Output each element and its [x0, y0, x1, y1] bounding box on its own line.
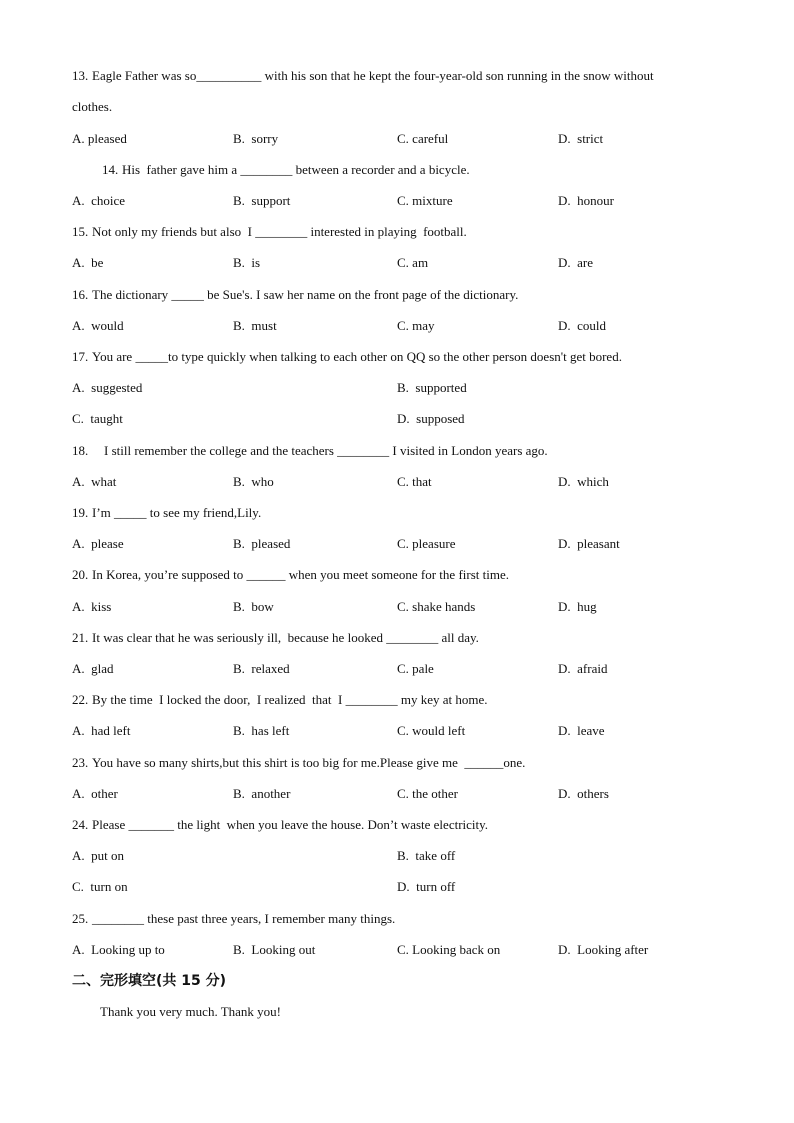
question-number: 24. [72, 817, 89, 832]
option-d: D. leave [558, 723, 605, 738]
option-a: A. be [72, 255, 104, 270]
question-text: ________ these past three years, I remember many things. [92, 911, 396, 926]
option-d: D. others [558, 786, 609, 801]
option-c: C. Looking back on [397, 942, 501, 957]
option-c: C. would left [397, 723, 466, 738]
option-b: B. who [233, 474, 274, 489]
question-text: It was clear that he was seriously ill, because he looked ________ all day. [92, 630, 479, 645]
question-number: 17. [72, 349, 89, 364]
question-number: 13. [72, 68, 89, 83]
option-d: D. are [558, 255, 594, 270]
question-text: His father gave him a ________ between a recorder and a bicycle. [122, 162, 470, 177]
option-b: B. pleased [233, 536, 291, 551]
option-c: C. am [397, 255, 429, 270]
question-number: 20. [72, 567, 89, 582]
question-text: By the time I locked the door, I realized that I ________ my key at home. [92, 692, 488, 707]
question-text: In Korea, you’re supposed to ______ when you meet someone for the first time. [92, 567, 509, 582]
question-number: 16. [72, 287, 89, 302]
option-c: C. shake hands [397, 599, 476, 614]
option-d: D. which [558, 474, 609, 489]
option-d: D. strict [558, 131, 604, 146]
option-d: D. afraid [558, 661, 608, 676]
section-text: Thank you very much. Thank you! [100, 1004, 281, 1019]
option-a: A. choice [72, 193, 126, 208]
option-a: A. kiss [72, 599, 112, 614]
option-d: D. Looking after [558, 942, 649, 957]
question-text: Not only my friends but also I ________ interested in playing football. [92, 224, 467, 239]
option-b: B. has left [233, 723, 290, 738]
question-number: 15. [72, 224, 89, 239]
option-b: B. another [233, 786, 291, 801]
option-c: C. pleasure [397, 536, 456, 551]
option-a: A. what [72, 474, 117, 489]
option-c: C. mixture [397, 193, 453, 208]
option-b: B. relaxed [233, 661, 290, 676]
option-d: D. supposed [397, 411, 465, 426]
question-number: 22. [72, 692, 89, 707]
option-d: D. turn off [397, 879, 456, 894]
question-number: 25. [72, 911, 89, 926]
option-b: B. must [233, 318, 277, 333]
option-c: C. that [397, 474, 432, 489]
option-b: B. support [233, 193, 291, 208]
option-a: A. would [72, 318, 124, 333]
option-b: B. bow [233, 599, 274, 614]
option-b: B. sorry [233, 131, 279, 146]
option-c: C. the other [397, 786, 459, 801]
option-b: B. supported [397, 380, 467, 395]
option-b: B. take off [397, 848, 456, 863]
question-number: 18. [72, 443, 89, 458]
option-c: C. careful [397, 131, 449, 146]
question-text: I’m _____ to see my friend,Lily. [92, 505, 262, 520]
option-a: A. Looking up to [72, 942, 165, 957]
question-number: 23. [72, 755, 89, 770]
question-text: I still remember the college and the teachers ________ I visited in London years ago. [104, 443, 548, 458]
option-a: A. other [72, 786, 118, 801]
section-heading: 二、完形填空(共 15 分) [72, 973, 227, 989]
option-a: A. pleased [72, 131, 127, 146]
option-d: D. could [558, 318, 607, 333]
option-d: D. hug [558, 599, 597, 614]
option-c: C. turn on [72, 879, 128, 894]
option-a: A. suggested [72, 380, 143, 395]
option-d: D. pleasant [558, 536, 620, 551]
question-text: Please _______ the light when you leave the house. Don’t waste electricity. [92, 817, 489, 832]
question-number: 21. [72, 630, 89, 645]
question-text: The dictionary _____ be Sue's. I saw her name on the front page of the dictionary. [92, 287, 519, 302]
option-a: A. put on [72, 848, 124, 863]
option-d: D. honour [558, 193, 614, 208]
question-number: 14. [102, 162, 119, 177]
option-b: B. Looking out [233, 942, 316, 957]
option-c: C. pale [397, 661, 434, 676]
question-text: You are _____to type quickly when talking to each other on QQ so the other person doesn't get bored. [92, 349, 622, 364]
option-c: C. may [397, 318, 435, 333]
question-continuation: clothes. [72, 99, 113, 114]
option-a: A. had left [72, 723, 131, 738]
question-number: 19. [72, 505, 89, 520]
question-text: Eagle Father was so__________ with his son that he kept the four-year-old son running in the snow without [92, 68, 654, 83]
option-b: B. is [233, 255, 261, 270]
option-a: A. please [72, 536, 124, 551]
option-a: A. glad [72, 661, 114, 676]
question-text: You have so many shirts,but this shirt is too big for me.Please give me ______one. [92, 755, 526, 770]
option-c: C. taught [72, 411, 123, 426]
